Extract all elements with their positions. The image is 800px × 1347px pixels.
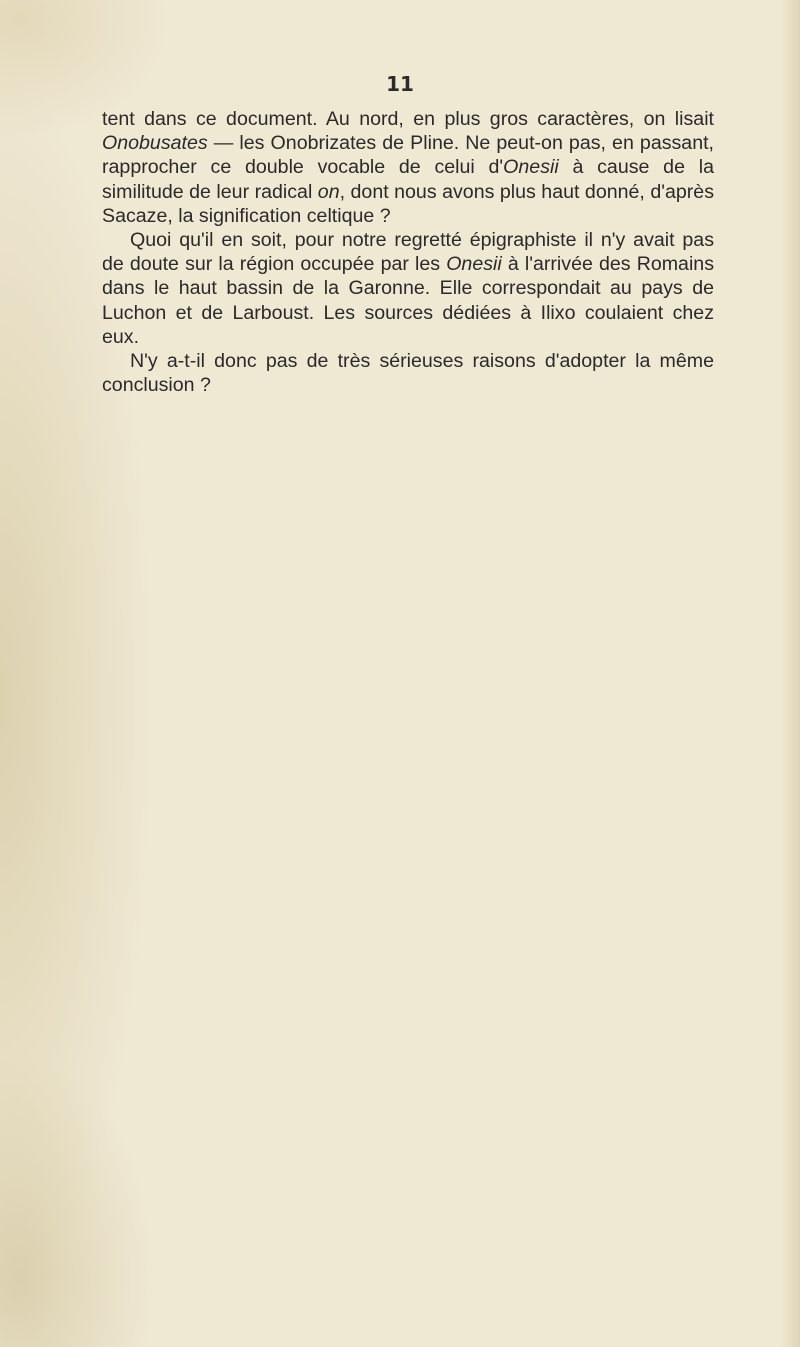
text-segment: tent dans ce document. Au nord, en plus gros caractères, on lisait <box>102 108 714 130</box>
body-text <box>102 107 714 397</box>
italic-term-onesii: Onesii <box>446 253 502 276</box>
text-segment: à l'arrivée des Romains dans le haut bassin de la Garonne. Elle correspondait au pays de Luchon et de Larboust. Les sources dédiées à Ilixo coulaient chez eux. <box>102 253 715 348</box>
text-segment: N'y a-t-il donc pas de très sérieuses raisons d'adopter la même conclusion ? <box>102 350 714 397</box>
page-number: 11 <box>386 72 414 96</box>
text-segment: , dont nous avons plus haut donné, d'après Sacaze, la signification celtique ? <box>102 180 714 227</box>
paragraph-1 <box>102 107 714 228</box>
italic-term-on: on <box>317 180 340 203</box>
italic-term-onesii: Onesii <box>503 156 559 179</box>
paragraph-3 <box>102 349 714 397</box>
text-segment: — les Onobrizates de Pline. Ne peut-on pas, en passant, rapprocher ce double vocable de celui d' <box>102 132 714 179</box>
text-segment: Quoi qu'il en soit, pour notre regretté épigraphiste il n'y avait pas de doute sur la région occupée par les <box>102 229 714 276</box>
paragraph-2 <box>102 228 714 349</box>
italic-term-onobusates: Onobusates <box>102 132 208 155</box>
text-segment: à cause de la similitude de leur radical <box>102 156 714 203</box>
